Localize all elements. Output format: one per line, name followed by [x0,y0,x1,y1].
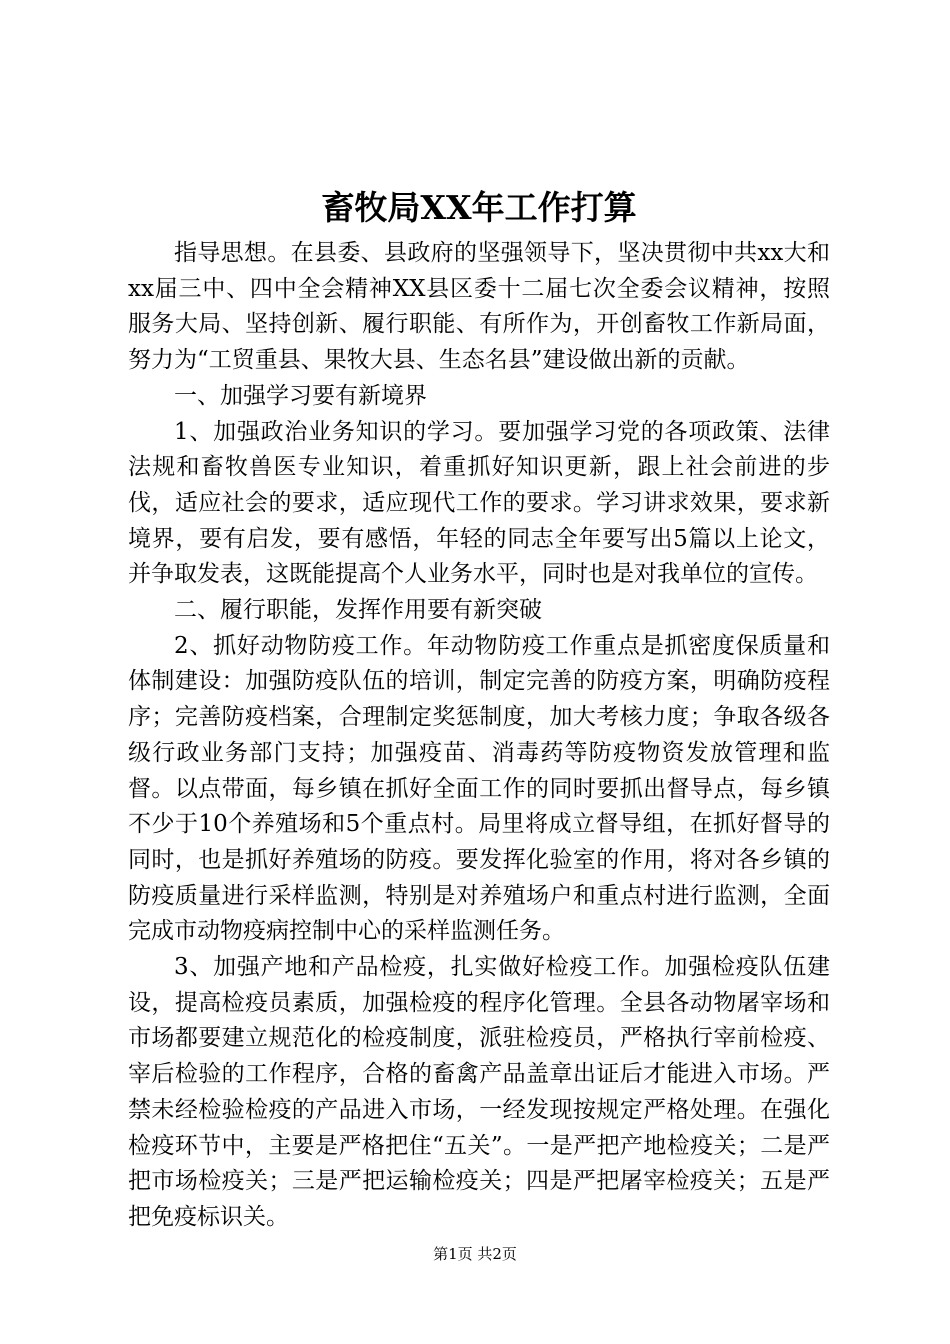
paragraph-quarantine: 3、加强产地和产品检疫，扎实做好检疫工作。加强检疫队伍建设，提高检疫员素质，加强检疫的程序化管理。全县各动物屠宰场和市场都要建立规范化的检疫制度，派驻检疫员，严格执行宰前检疫、宰后检验的工作程序，合格的畜禽产品盖章出证后才能进入市场。严禁未经检验检疫的产品进入市场，一经发现按规定严格处理。在强化检疫环节中，主要是严格把住“五关”。一是严把产地检疫关；二是严把市场检疫关；三是严把运输检疫关；四是严把屠宰检疫关；五是严把免疫标识关。 [128,954,830,1230]
section-heading-2: 二、履行职能，发挥作用要有新突破 [174,597,542,624]
paragraph-guiding-thought: 指导思想。在县委、县政府的坚强领导下，坚决贯彻中共xx大和xx届三中、四中全会精神XX县区委十二届七次全委会议精神，按照服务大局、坚持创新、履行职能、有所作为，开创畜牧工作新局面，努力为“工贸重县、果牧大县、生态名县”建设做出新的贡献。 [128,240,830,374]
paragraph-epidemic-prevention: 2、抓好动物防疫工作。年动物防疫工作重点是抓密度保质量和体制建设：加强防疫队伍的培训，制定完善的防疫方案，明确防疫程序；完善防疫档案，合理制定奖惩制度，加大考核力度；争取各级各级行政业务部门支持；加强疫苗、消毒药等防疫物资发放管理和监督。以点带面，每乡镇在抓好全面工作的同时要抓出督导点，每乡镇不少于10个养殖场和5个重点村。局里将成立督导组，在抓好督导的同时，也是抓好养殖场的防疫。要发挥化验室的作用，将对各乡镇的防疫质量进行采样监测，特别是对养殖场户和重点村进行监测，全面完成市动物疫病控制中心的采样监测任务。 [128,632,830,945]
page-footer: 第1页 共2页 [433,1245,517,1263]
document-title: 畜牧局XX年工作打算 [321,188,637,227]
paragraph-study: 1、加强政治业务知识的学习。要加强学习党的各项政策、法律法规和畜牧兽医专业知识，着重抓好知识更新，跟上社会前进的步伐，适应社会的要求，适应现代工作的要求。学习讲求效果，要求新境界，要有启发，要有感悟，年轻的同志全年要写出5篇以上论文，并争取发表，这既能提高个人业务水平，同时也是对我单位的宣传。 [128,418,830,588]
section-heading-1: 一、加强学习要有新境界 [174,382,427,409]
document-body [128,236,830,1236]
